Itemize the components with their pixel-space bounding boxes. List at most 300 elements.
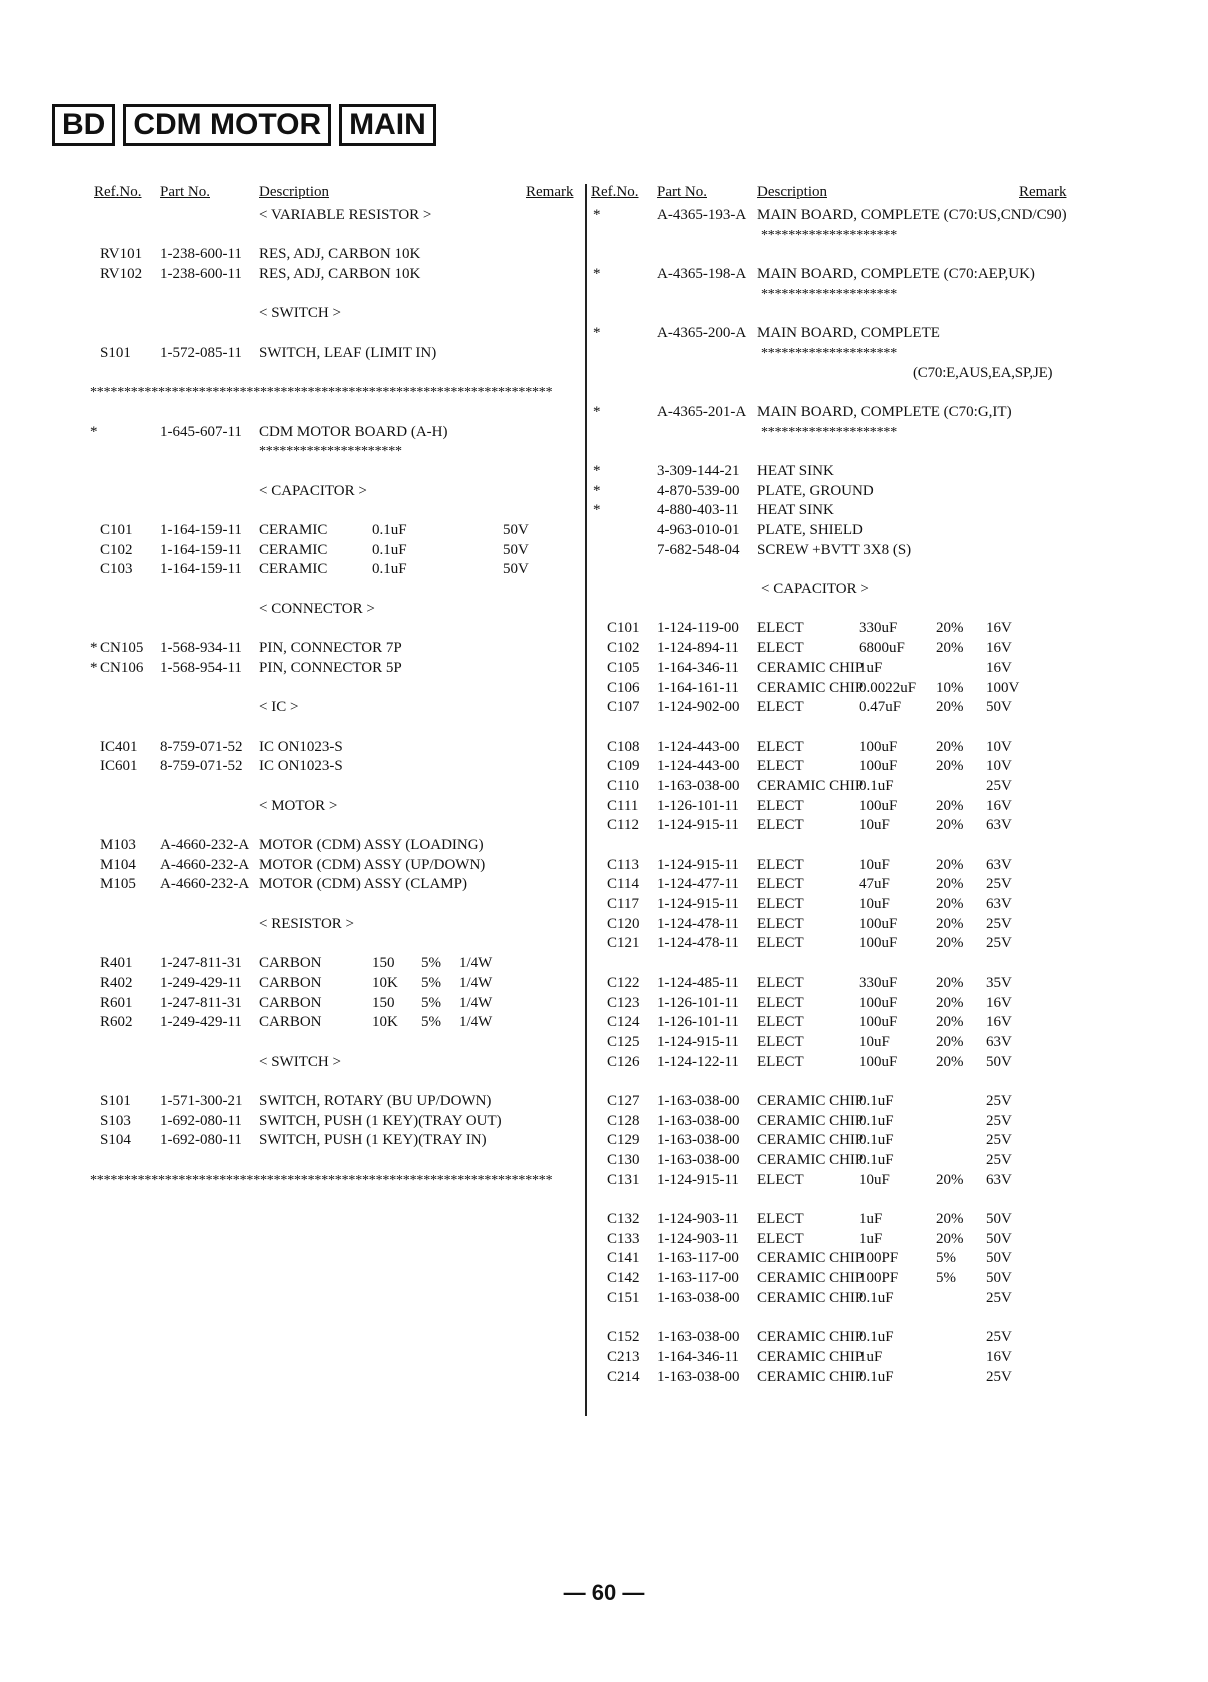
description: CARBON [259,994,322,1011]
tolerance: 5% [936,1270,956,1287]
spacer [90,226,578,246]
spacer [591,836,1081,856]
description: SWITCH, ROTARY (BU UP/DOWN) [259,1092,492,1109]
tolerance: 5% [936,1250,956,1267]
rating: 50V [503,561,529,578]
part-no: 1-572-085-11 [160,344,242,361]
asterisk-line: ******************** [761,424,898,440]
asterisk-separator [90,442,578,462]
description: IC ON1023-S [259,758,343,775]
asterisk-line: ********************* [259,444,402,460]
description: SWITCH, PUSH (1 KEY)(TRAY OUT) [259,1112,502,1129]
table-row [591,1230,1081,1250]
table-row [591,619,1081,639]
rating: 1/4W [459,1014,493,1031]
value: 1uF [859,1348,883,1365]
asterisk-line: ******************** [761,286,898,302]
spacer [90,501,578,521]
description: IC ON1023-S [259,738,343,755]
description: ELECT [757,1033,804,1050]
rating: 16V [986,1014,1012,1031]
part-no: 1-692-080-11 [160,1112,242,1129]
header-box-cdm-motor: CDM MOTOR [123,104,331,146]
description: CERAMIC CHIP [757,1092,864,1109]
table-row [90,974,578,994]
part-no: 1-247-811-31 [160,994,242,1011]
part-no: 1-124-443-00 [657,758,740,775]
section-header [52,104,436,146]
description: CERAMIC CHIP [757,1112,864,1129]
spacer [90,1033,578,1053]
part-no: 1-124-894-11 [657,640,739,657]
spacer [90,1072,578,1092]
spacer [90,462,578,482]
ref-no-header: Ref.No. [94,184,142,200]
table-row [591,895,1081,915]
table-row [591,1151,1081,1171]
ref-no: C128 [607,1112,640,1129]
value: 10K [372,974,398,991]
description: CERAMIC CHIP [757,679,864,696]
part-no: 1-164-161-11 [657,679,739,696]
section-heading-text: < MOTOR > [259,797,338,814]
spacer [591,954,1081,974]
ref-no: R602 [100,1014,133,1031]
table-row [90,994,578,1014]
tolerance: 5% [421,994,441,1011]
description: ELECT [757,640,804,657]
value: 100uF [859,1053,898,1070]
table-row [90,1013,578,1033]
value: 330uF [859,974,898,991]
table-row [591,462,1081,482]
spacer [90,580,578,600]
value: 330uF [859,620,898,637]
ref-no: C102 [100,541,133,558]
safety-mark: * [90,423,98,440]
table-row [591,698,1081,718]
table-row [591,856,1081,876]
ref-no: R402 [100,974,133,991]
ref-no: C106 [607,679,640,696]
table-row [90,423,578,443]
table-row [591,994,1081,1014]
spacer [90,895,578,915]
ref-no: C152 [607,1329,640,1346]
description: PLATE, GROUND [757,482,874,499]
ref-no: IC601 [100,758,138,775]
part-no: 8-759-071-52 [160,758,243,775]
tolerance: 20% [936,1053,964,1070]
rating: 1/4W [459,955,493,972]
ref-no: C101 [607,620,640,637]
description: MAIN BOARD, COMPLETE [757,325,940,342]
tolerance: 20% [936,915,964,932]
description: ELECT [757,1211,804,1228]
ref-no: C133 [607,1230,640,1247]
rating: 16V [986,640,1012,657]
value: 0.1uF [859,1289,894,1306]
table-row [591,206,1081,226]
right-parts-column [591,184,1081,1387]
ref-no: C142 [607,1270,640,1287]
table-row [90,639,578,659]
table-row [591,1013,1081,1033]
tolerance: 5% [421,974,441,991]
rating: 50V [986,1270,1012,1287]
part-no-header: Part No. [657,184,707,200]
ref-no: C131 [607,1171,640,1188]
table-row [591,797,1081,817]
description-header: Description [757,184,827,200]
part-no: 1-645-607-11 [160,423,242,440]
part-no: 1-247-811-31 [160,955,242,972]
page-number: — 60 — [563,1580,645,1605]
description: ELECT [757,1014,804,1031]
ref-no: IC401 [100,738,138,755]
part-no: A-4660-232-A [160,856,250,873]
table-row [591,974,1081,994]
description: ELECT [757,797,804,814]
tolerance: 20% [936,974,964,991]
tolerance: 20% [936,1033,964,1050]
tolerance: 20% [936,758,964,775]
tolerance: 20% [936,699,964,716]
description-header: Description [259,184,329,200]
spacer [591,718,1081,738]
description: CERAMIC CHIP [757,1132,864,1149]
rating: 1/4W [459,974,493,991]
table-row [90,245,578,265]
description: CERAMIC CHIP [757,777,864,794]
description: CERAMIC CHIP [757,1348,864,1365]
section-heading [90,482,578,502]
ref-no: C110 [607,777,639,794]
safety-mark: * [90,640,98,657]
tolerance: 20% [936,738,964,755]
table-row [591,777,1081,797]
description: ELECT [757,1230,804,1247]
part-no: A-4365-200-A [657,325,747,342]
rating: 25V [986,876,1012,893]
table-row [591,1131,1081,1151]
part-no: 1-163-038-00 [657,1092,740,1109]
section-heading-text: < SWITCH > [259,305,341,322]
spacer [591,600,1081,620]
part-no: 1-163-038-00 [657,1132,740,1149]
value: 0.1uF [859,1368,894,1385]
ref-no: C107 [607,699,640,716]
description: ELECT [757,1171,804,1188]
value: 100uF [859,915,898,932]
description: ELECT [757,856,804,873]
value: 10uF [859,1171,890,1188]
description: MAIN BOARD, COMPLETE (C70:G,IT) [757,403,1012,420]
part-no: 1-163-038-00 [657,1368,740,1385]
asterisk-line: ******************** [761,227,898,243]
table-row [591,1033,1081,1053]
value: 150 [372,955,395,972]
description: ELECT [757,738,804,755]
ref-no: C109 [607,758,640,775]
right-column-headers [591,184,1081,206]
value: 0.0022uF [859,679,917,696]
description: ELECT [757,758,804,775]
ref-no: C214 [607,1368,640,1385]
rating: 1/4W [459,994,493,1011]
part-no: 1-124-903-11 [657,1230,739,1247]
tolerance: 10% [936,679,964,696]
part-no: 1-126-101-11 [657,797,739,814]
description: ELECT [757,1053,804,1070]
tolerance: 5% [421,1014,441,1031]
rating: 25V [986,1152,1012,1168]
remark-note [591,364,1081,384]
asterisk-separator [591,226,1081,246]
rating: 50V [503,541,529,558]
spacer [591,560,1081,580]
rating: 25V [986,1112,1012,1129]
part-no: 1-164-346-11 [657,659,739,676]
rating: 16V [986,1348,1012,1365]
rating: 25V [986,915,1012,932]
description: MAIN BOARD, COMPLETE (C70:US,CND/C90) [757,207,1067,223]
tolerance: 20% [936,797,964,814]
spacer [591,1072,1081,1092]
tolerance: 20% [936,620,964,637]
table-row [591,521,1081,541]
remark-header: Remark [1019,184,1067,200]
description: RES, ADJ, CARBON 10K [259,266,421,283]
part-no: 1-692-080-11 [160,1132,242,1149]
ref-no: CN105 [100,640,144,657]
description: ELECT [757,994,804,1011]
part-no: 1-163-117-00 [657,1270,739,1287]
safety-mark: * [593,482,601,499]
spacer [591,1309,1081,1329]
value: 0.1uF [859,1329,894,1346]
safety-mark: * [593,502,601,519]
description: MOTOR (CDM) ASSY (CLAMP) [259,876,467,893]
table-row [90,856,578,876]
spacer [591,383,1081,403]
tolerance: 20% [936,1171,964,1188]
table-row [591,1348,1081,1368]
part-no-header: Part No. [160,184,210,200]
part-no: 1-163-038-00 [657,1329,740,1346]
ref-no: C129 [607,1132,640,1149]
table-row [591,482,1081,502]
section-heading-text: < CAPACITOR > [259,482,367,499]
asterisk-separator [591,285,1081,305]
spacer [90,324,578,344]
section-heading [90,698,578,718]
ref-no: C151 [607,1289,640,1306]
value: 100PF [859,1250,899,1267]
part-no: 1-249-429-11 [160,974,242,991]
table-row [591,1269,1081,1289]
asterisk-line: ******************************************************************** [90,1172,553,1188]
description: HEAT SINK [757,502,834,519]
ref-no: M104 [100,856,136,873]
spacer [591,1190,1081,1210]
value: 0.1uF [859,1092,894,1109]
asterisk-line: ******************************************************************** [90,385,553,401]
part-no: 1-124-477-11 [657,876,739,893]
description: CARBON [259,974,322,991]
value: 100uF [859,935,898,952]
description: PIN, CONNECTOR 5P [259,659,402,676]
section-heading [90,206,578,226]
header-box-main: MAIN [339,104,436,146]
value: 100uF [859,738,898,755]
part-no: 1-238-600-11 [160,266,242,283]
description: SCREW +BVTT 3X8 (S) [757,541,912,558]
spacer [90,679,578,699]
spacer [90,285,578,305]
value: 0.1uF [372,541,407,558]
table-row [90,344,578,364]
table-row [591,403,1081,423]
ref-no: RV101 [100,246,143,263]
table-row [591,501,1081,521]
rating: 50V [503,522,529,538]
part-no: 1-568-934-11 [160,640,242,657]
part-no: 1-164-159-11 [160,522,242,538]
ref-no: C127 [607,1092,640,1109]
value: 6800uF [859,640,905,657]
rating: 25V [986,1329,1012,1346]
ref-no: CN106 [100,659,144,676]
value: 100PF [859,1270,899,1287]
ref-no: C112 [607,817,639,834]
tolerance: 20% [936,1230,964,1247]
part-no: 1-163-117-00 [657,1250,739,1267]
part-no: 3-309-144-21 [657,462,740,479]
safety-mark: * [90,659,98,676]
spacer [90,816,578,836]
ref-no: C132 [607,1211,640,1228]
ref-no: C108 [607,738,640,755]
tolerance: 20% [936,640,964,657]
value: 0.1uF [859,777,894,794]
table-row [591,816,1081,836]
ref-no: C121 [607,935,640,952]
description: CDM MOTOR BOARD (A-H) [259,423,448,440]
part-no: 1-238-600-11 [160,246,242,263]
spacer [591,304,1081,324]
part-no: 1-164-159-11 [160,541,242,558]
ref-no: C101 [100,522,133,538]
description: CERAMIC CHIP [757,1270,864,1287]
part-no: 1-124-122-11 [657,1053,739,1070]
safety-mark: * [593,266,601,283]
part-no: A-4365-193-A [657,207,747,223]
safety-mark: * [593,207,601,223]
value: 10K [372,1014,398,1031]
spacer [90,934,578,954]
table-row [591,659,1081,679]
rating: 25V [986,1132,1012,1149]
description: CERAMIC CHIP [757,1250,864,1267]
part-no: 1-124-915-11 [657,896,739,913]
ref-no: C122 [607,974,640,991]
part-no: A-4365-198-A [657,266,747,283]
spacer [591,442,1081,462]
part-no: 8-759-071-52 [160,738,243,755]
tolerance: 20% [936,896,964,913]
ref-no: S101 [100,1092,131,1109]
spacer [90,364,578,384]
table-row [90,1131,578,1151]
part-no: 1-124-478-11 [657,915,739,932]
description: ELECT [757,620,804,637]
description: CERAMIC CHIP [757,1368,864,1385]
part-no: 1-124-915-11 [657,1171,739,1188]
ref-no: C102 [607,640,640,657]
ref-no: R601 [100,994,133,1011]
table-row [90,757,578,777]
part-no: 1-126-101-11 [657,1014,739,1031]
rating: 10V [986,758,1012,775]
description: MAIN BOARD, COMPLETE (C70:AEP,UK) [757,266,1035,283]
table-row [591,1289,1081,1309]
description: CERAMIC CHIP [757,1289,864,1306]
table-row [591,639,1081,659]
value: 10uF [859,856,890,873]
rating: 10V [986,738,1012,755]
ref-no: C125 [607,1033,640,1050]
table-row [90,954,578,974]
safety-mark: * [593,462,601,479]
tolerance: 20% [936,994,964,1011]
table-row [591,757,1081,777]
rating: 25V [986,1289,1012,1306]
part-no: 1-124-902-00 [657,699,740,716]
table-row [591,324,1081,344]
spacer [591,245,1081,265]
table-row [90,659,578,679]
ref-no: C141 [607,1250,640,1267]
table-row [591,1249,1081,1269]
rating: 63V [986,817,1012,834]
rating: 63V [986,1171,1012,1188]
description: CERAMIC [259,561,328,578]
value: 1uF [859,659,883,676]
part-no: 1-164-346-11 [657,1348,739,1365]
part-no: 1-124-915-11 [657,856,739,873]
tolerance: 5% [421,955,441,972]
table-row [591,679,1081,699]
table-row [90,738,578,758]
part-no: 1-124-915-11 [657,1033,739,1050]
ref-no: C124 [607,1014,640,1031]
column-divider [585,184,587,1416]
section-heading-text: < CAPACITOR > [761,581,869,598]
rating: 16V [986,797,1012,814]
description: ELECT [757,974,804,991]
spacer [90,718,578,738]
rating: 63V [986,896,1012,913]
tolerance: 20% [936,817,964,834]
part-no: 4-880-403-11 [657,502,739,519]
part-no: 1-164-159-11 [160,561,242,578]
section-heading-text: < RESISTOR > [259,915,354,932]
value: 100uF [859,758,898,775]
section-heading [90,797,578,817]
value: 100uF [859,797,898,814]
ref-no: C117 [607,896,639,913]
